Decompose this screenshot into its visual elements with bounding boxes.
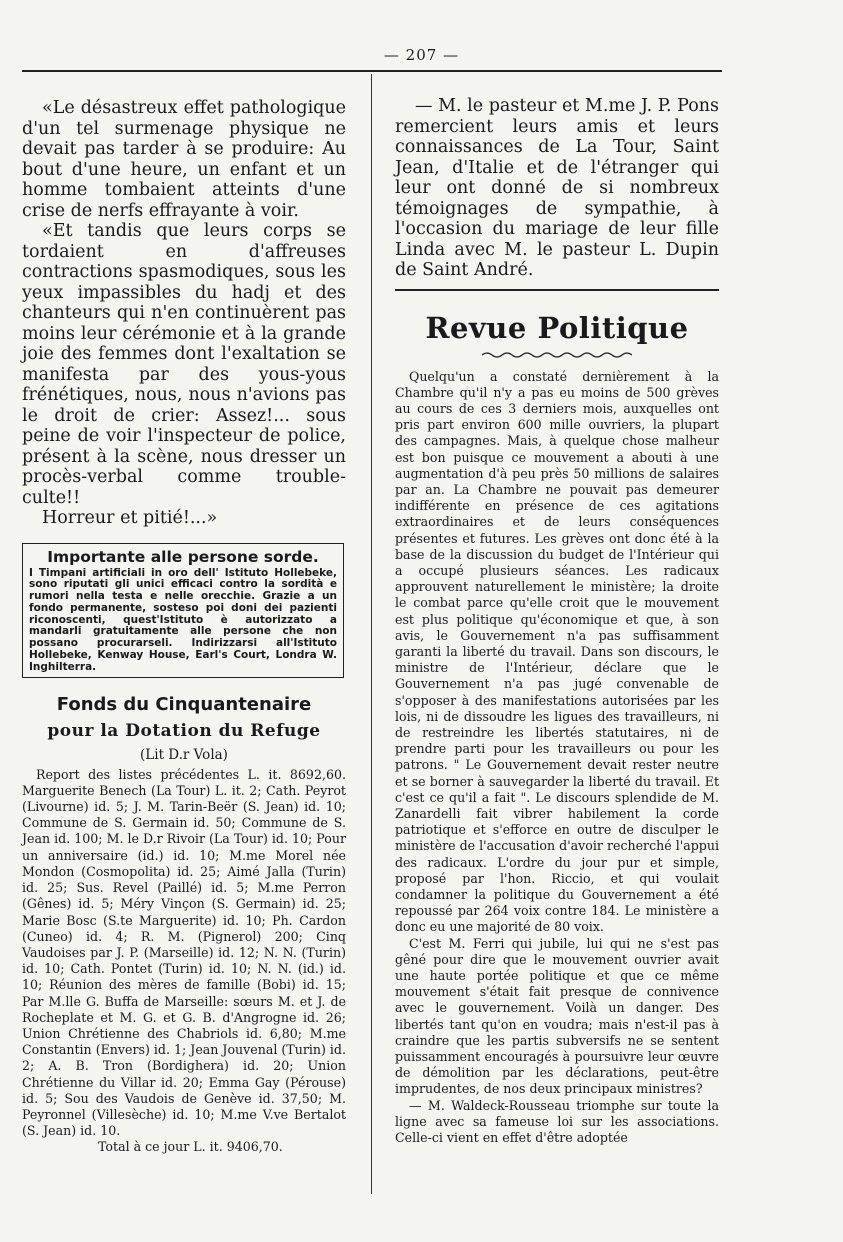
thanks-notice [395,96,719,281]
donation-list [22,767,346,1156]
ornament-divider [482,351,632,359]
quote-paragraph-1: «Le désastreux effet pathologique d'un tel surmenage physique ne devait pas tarder à se produire: Au bout d'une heure, un enfant et un homme tombaient atteints d'une crise de nerfs effrayante à voir. [22,98,346,221]
revue-body [395,369,719,1147]
fonds-subtitle: pour la Dotation du Refuge [47,720,321,741]
revue-paragraph-2: C'est M. Ferri qui jubile, lui qui ne s'est pas gêné pour dire que le mouvement ouvrier avait une haute portée politique et que ce même mouvement s'était fait presque de connivence avec le gouvernement. Voilà un danger. Des libertés tant qu'on en voudra; mais n'est-il pas à craindre que les partis subversifs ne se sentent puissamment encouragés à poursuivre leur œuvre de démolition par les déclarations, peut-être imprudentes, de nos deux principaux ministres? [395,935,719,1097]
donation-total: Total à ce jour L. it. 9406,70. [98,1139,283,1155]
section-rule [395,289,719,291]
column-divider [371,74,372,1194]
thanks-paragraph: — M. le pasteur et M.me J. P. Pons remercient leurs amis et leurs connaissances de La Tour, Saint Jean, d'Italie et de l'étranger qui leur ont donné de si nombreux témoignages de sympathie, à l'occasion du mariage de leur fille Linda avec M. le pasteur L. Dupin de Saint André. [395,96,719,280]
fonds-title: Fonds du Cinquantenaire [56,693,312,715]
revue-politique-title: Revue Politique [425,310,689,345]
hearing-advertisement [22,543,344,678]
header-rule [22,70,722,72]
quoted-passage [22,98,346,529]
donation-text: Report des listes précédentes L. it. 8692,60. Marguerite Benech (La Tour) L. it. 2; Cath. Peyrot (Livourne) id. 5; J. M. Tarin-Beër (S. Jean) id. 10; Commune de S. Germain id. 50; Commune de S. Jean id. 100; M. le D.r Rivoir (La Tour) id. 10; Pour un anniversaire (id.) id. 10; M.me Morel née Mondon (Cosmopolita) id. 25; Aimé Jalla (Turin) id. 25; Sus. Revel (Paillé) id. 5; M.me Perron (Gênes) id. 5; Méry Vinçon (S. Germain) id. 25; Marie Bosc (S.te Marguerite) id. 10; Ph. Cardon (Cuneo) id. 4; R. M. (Pignerol) 200; Cinq Vaudoises par J. P. (Marseille) id. 12; N. N. (Turin) id. 10; Cath. Pontet (Turin) id. 10; N. N. (id.) id. 10; Réunion des mères de famille (Bobi) id. 15; Par M.lle G. Buffa de Marseille: sœurs M. et J. de Rocheplate et M. G. et G. B. d'Angrogne id. 26; Union Chrétienne des Chabriols id. 6,80; M.me Constantin (Envers) id. 1; Jean Jouvenal (Turin) id. 2; A. B. Tron (Bordighera) id. 20; Union Chrétienne du Villar id. 20; Emma Gay (Pérouse) id. 5; Sou des Vaudois de Genève id. 37,50; M. Peyronnel (Villesèche) id. 10; M.me V.ve Bertalot (S. Jean) id. 10. [22,766,346,1139]
ad-title: Importante alle persone sorde. [47,547,319,566]
page-number: — 207 — [383,46,460,64]
quote-paragraph-2: «Et tandis que leurs corps se tordaient en d'affreuses contractions spasmodiques, sous les yeux impassibles du hadj et des chanteurs qui n'en continuèrent pas moins leur cérémonie et à la grande joie des femmes dont l'exaltation se manifesta par des yous-yous frénétiques, nous, nous n'avions pas le droit de crier: Assez!... sous peine de voir l'inspecteur de police, présent à la scène, nous dresser un procès-verbal comme trouble-culte!! [22,221,346,508]
fonds-note: (Lit D.r Vola) [140,746,228,763]
revue-paragraph-1: Quelqu'un a constaté dernièrement à la Chambre qu'il n'y a pas eu moins de 500 grèves au cours de ces 3 derniers mois, auxquelles ont pris part environ 600 mille ouvriers, la plupart des campagnes. Mais, à quelque chose malheur est bon puisque ce mouvement a abouti à une augmentation d'à peu près 50 millions de salaires par an. La Chambre ne pouvait pas demeurer indifférente en présence de ces agitations extraordinaires et de leurs conséquences présentes et futures. Les grèves ont donc été à la base de la discussion du budget de l'Intérieur qui a occupé plusieurs séances. Les radicaux approuvent naturellement le ministère; la droite le combat parce qu'elle croit que le mouvement est plus politique qu'économique et que, à son avis, le Gouvernement n'a pas suffisamment garanti la liberté du travail. Dans son discours, le ministre de l'Intérieur, déclare que le Gouvernement n'a pas jugé convenable de s'opposer à des manifestations autorisées par les lois, ni de dissoudre les ligues des travailleurs, ni de restreindre les libertés statutaires, ni de prendre parti pour les travailleurs ou pour les patrons. " Le Gouvernement devait rester neutre et se borner à sauvegarder la liberté du travail. Et c'est ce qu'il a fait ". Le discours splendide de M. Zanardelli fait vibrer habilement la corde patriotique et s'efforce en outre de disculper le ministère de l'accusation d'avoir recherché l'appui des radicaux. L'ordre du jour pur et simple, proposé par l'hon. Riccio, et qui voulait condamner la politique du Gouvernement a été repoussé par 264 voix contre 184. Le ministère a donc eu une majorité de 80 voix. [395,368,719,935]
quote-paragraph-3: Horreur et pitié!...» [42,508,218,528]
revue-paragraph-3: — M. Waldeck-Rousseau triomphe sur toute la ligne avec sa fameuse loi sur les associations. Celle-ci vient en effet d'être adoptée [395,1097,719,1146]
left-column [22,98,346,1156]
ad-body: I Timpani artificiali in oro dell' Istituto Hollebeke, sono riputati gli unici efficaci contro la sordità e rumori nella testa e nelle orecchie. Grazie a un fondo permanente, sosteso poi doni dei pazienti riconoscenti, quest'Istituto è autorizzato a mandarli gratuitamente alle persone che non possano procurarseli. Indirizzarsi all'Istituto Hollebeke, Kenway House, Earl's Court, Londra W. Inghilterra. [29,566,337,673]
right-column [395,96,719,1146]
